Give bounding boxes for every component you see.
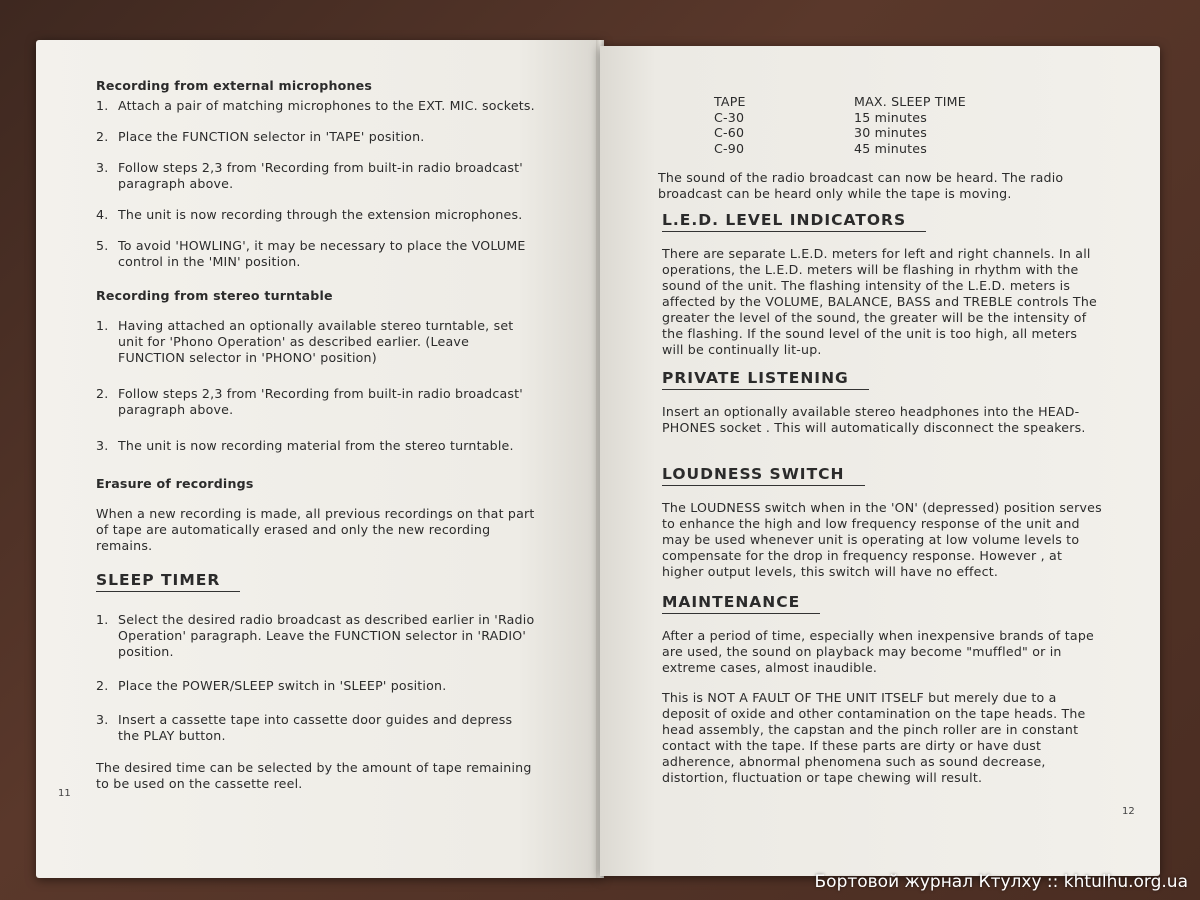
list-item: 2. Follow steps 2,3 from 'Recording from built-in radio broadcast' paragraph above. <box>96 386 523 417</box>
page-number-left: 11 <box>58 788 71 799</box>
list-item: 3. Insert a cassette tape into cassette door guides and depress the PLAY button. <box>96 712 513 743</box>
table-header: MAX. SLEEP TIME <box>854 94 966 109</box>
ext-mic-steps <box>96 98 536 270</box>
list-item: 2. Place the FUNCTION selector in 'TAPE' position. <box>96 129 425 144</box>
page-number-right: 12 <box>1122 806 1135 817</box>
maintenance-text-1: After a period of time, especially when inexpensive brands of tape are used, the sound on playback may become "muffled" or in extreme cases, almost inaudible. <box>662 628 1094 675</box>
ext-mic-heading: Recording from external microphones <box>96 78 373 93</box>
table-cell: 45 minutes <box>854 140 928 156</box>
sleep-timer-title: SLEEP TIMER <box>96 572 240 592</box>
maintenance-title: MAINTENANCE <box>662 594 820 614</box>
right-page-content <box>658 94 1102 800</box>
list-item: 1. Having attached an optionally available stereo turntable, set unit for 'Phono Operation' as described earlier. (Leave FUNCTION selector in 'PHONO' position) <box>96 318 514 365</box>
table-cell: C-60 <box>714 125 745 140</box>
loudness-text: The LOUDNESS switch when in the 'ON' (depressed) position serves to enhance the high and low frequency response of the unit and may be used whenever unit is operating at low volume levels to compensate for the drop in frequency response. However , at higher output levels, this switch will have no effect. <box>662 500 1102 579</box>
erasure-heading: Erasure of recordings <box>96 476 254 491</box>
right-page <box>600 46 1160 876</box>
maintenance-text-2: This is NOT A FAULT OF THE UNIT ITSELF but merely due to a deposit of oxide and other contamination on the tape heads. The head assembly, the capstan and the pinch roller are in constant contact with the tape. If these parts are dirty or have dust adherence, abnormal phenomena such as sound decrease, distortion, fluctuation or tape chewing will result. <box>662 690 1086 785</box>
led-title: L.E.D. LEVEL INDICATORS <box>662 212 926 232</box>
list-item: 1. Attach a pair of matching microphones to the EXT. MIC. sockets. <box>96 98 535 113</box>
list-item: 1. Select the desired radio broadcast as described earlier in 'Radio Operation' paragraph. Leave the FUNCTION selector in 'RADIO' position. <box>96 612 535 659</box>
tape-sleep-table <box>714 94 1102 156</box>
table-cell: 15 minutes <box>854 109 928 125</box>
turntable-steps <box>96 318 536 454</box>
radio-broadcast-text: The sound of the radio broadcast can now be heard. The radio broadcast can be heard only while the tape is moving. <box>658 170 1064 201</box>
led-text: There are separate L.E.D. meters for left and right channels. In all operations, the L.E.D. meters will be flashing in rhythm with the sound of the unit. The flashing intensity of the L.E.D. meters is affected by the VOLUME, BALANCE, BASS and TREBLE controls The greater the level of the sound, the greater will be the intensity of the flashing. If the sound level of the unit is too high, all meters will be continually lit-up. <box>662 246 1097 357</box>
erasure-text: When a new recording is made, all previous recordings on that part of tape are automatically erased and only the new recording remains. <box>96 506 535 553</box>
loudness-title: LOUDNESS SWITCH <box>662 466 865 486</box>
private-listening-title: PRIVATE LISTENING <box>662 370 869 390</box>
table-cell: C-90 <box>714 140 745 156</box>
sleep-timer-text: The desired time can be selected by the amount of tape remaining to be used on the cassette reel. <box>96 760 532 791</box>
left-page-content <box>96 78 536 806</box>
list-item: 3. The unit is now recording material from the stereo turntable. <box>96 438 514 453</box>
list-item: 2. Place the POWER/SLEEP switch in 'SLEEP' position. <box>96 678 447 693</box>
table-cell: C-30 <box>714 109 745 125</box>
sleep-timer-steps <box>96 612 536 744</box>
list-item: 5. To avoid 'HOWLING', it may be necessary to place the VOLUME control in the 'MIN' position. <box>96 238 526 269</box>
watermark: Бортовой журнал Ктулху :: khtulhu.org.ua <box>814 872 1188 892</box>
list-item: 4. The unit is now recording through the extension microphones. <box>96 207 523 222</box>
table-header: TAPE <box>714 94 746 109</box>
turntable-heading: Recording from stereo turntable <box>96 288 333 303</box>
list-item: 3. Follow steps 2,3 from 'Recording from built-in radio broadcast' paragraph above. <box>96 160 523 191</box>
private-listening-text: Insert an optionally available stereo headphones into the HEAD-PHONES socket . This will automatically disconnect the speakers. <box>662 404 1086 435</box>
table-cell: 30 minutes <box>854 125 928 140</box>
left-page <box>36 40 602 878</box>
